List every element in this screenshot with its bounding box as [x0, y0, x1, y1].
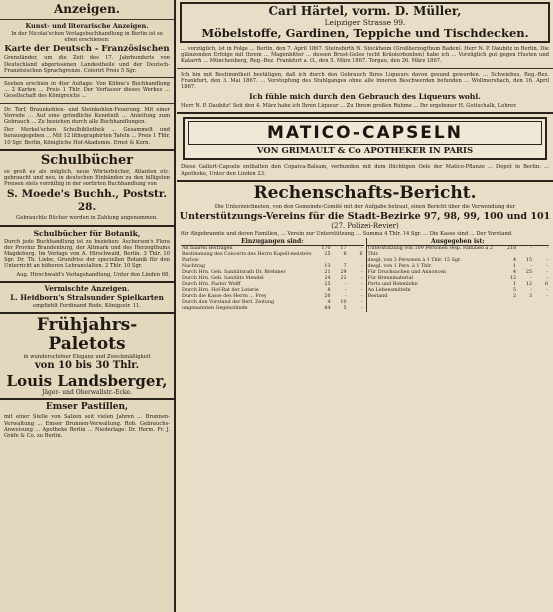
unterstuetzung-heading: Unterstützungs-Vereins für die Stadt-Bezirke 97, 98, 99, 100 und 101	[179, 211, 551, 223]
ausgabe-label: Bestand	[367, 294, 388, 300]
anzeigen-heading: Anzeigen.	[54, 2, 120, 16]
einnahme-amount: -	[360, 288, 363, 294]
matico-title: MATICO-CAPSELN	[188, 121, 542, 145]
heidborn-subtext: empfiehlt Ferdinand Rode, Königsstr. 11.	[33, 302, 141, 309]
ausgabe-row	[367, 294, 550, 300]
botanik-heading: Schulbücher für Botanik,	[33, 228, 141, 238]
liqueur-text: Ich bin mit Bestimmtheit bestätigen, daß ich durch den Gebrauch Ihres Liqueurs davon gesund geworden. ... Schwiebus, Reg.-Bez. Frankfurt, den 3. Mai 1867. ... Verstopfung des Stuhlganges ohne alle inneren Beschwerden befunden ... Wollmersbach, den 16. April 1867.	[181, 71, 549, 91]
hartel-advert	[180, 2, 550, 43]
merkel-text: Der Merkel'schen Schulbibliothek ... Gesammelt und herausgegeben ... Mit 12 lithographirten Tafeln ... Preis 1 Thlr. 10 Sgr. Berlin, Königliche Hof-Akademie. Ernst & Korn.	[4, 127, 170, 146]
rechenschaft-text: für Abgebrannte und deren Familien, ... Verein zur Unterstützung ... Summa 4 Thlr. 14 Sgr. ... Die Kasse sind ... Der Vorstand.	[181, 231, 513, 238]
einnahme-amount: 8	[343, 252, 347, 258]
einnahme-amount: -	[344, 282, 347, 288]
fruehjahrs-subtext: in wunderschöner Eleganz und Zweckmäßigkeit	[23, 354, 151, 361]
schulbuecher-heading: Schulbücher	[40, 152, 134, 168]
ausgabe-amount: -	[530, 276, 532, 282]
karte-title: Karte der Deutsch - Französischen	[4, 44, 170, 55]
ausgabe-amount: 2	[512, 294, 516, 300]
left-column	[0, 0, 176, 612]
ausgabe-amount: -	[530, 288, 532, 294]
ausgabe-amount: 218	[506, 246, 516, 252]
einnahme-amount: 22	[340, 276, 347, 282]
fruehjahrs-heading: Frühjahrs-Paletots	[36, 315, 138, 355]
einnahme-amount: 13	[324, 264, 331, 270]
landsberger-heading: Louis Landsberger,	[6, 372, 168, 391]
emser-heading: Emser Pastillen,	[45, 402, 129, 413]
certificates-text: ... vorzüglich, ist in Folge ... Berlin, den 7. April 1867. Steinsbirth N. Stockheim (Großherzogthum Baden). Herr N. P. Daubitz in Berlin. Die glänzenden Erfolge mit Ihrem ... Magenbitter ... dessen Brust-Gelee (echt Kräuterbonbon) habe ich ... Vorzüglich gut gegen Husten und Katarrh ... Münchenberg, Reg.-Bez. Frankfurt a. O., den 5. März 1867. Torgau, den 26. März 1867.	[181, 46, 549, 65]
einnahme-amount: 10	[340, 300, 347, 306]
landsberger-address: Jäger- und Oberwallstr.-Ecke.	[42, 389, 132, 397]
einnahme-amount: -	[360, 282, 363, 288]
einnahme-amount: 84	[324, 306, 331, 312]
einnahme-label: Bestimmung des Concerts des Herrn Kapell-meisters Parlow	[182, 252, 312, 264]
hartel-name: Carl Härtel, vorm. D. Müller,	[268, 4, 462, 18]
einnahme-label: ungenannten Gegenstände	[182, 306, 248, 312]
ausgabe-column	[366, 238, 550, 312]
einnahme-amount: 29	[340, 270, 347, 276]
einnahme-row	[181, 306, 364, 312]
einnahme-label: Durch Hrn. Pastor Wolff	[182, 282, 241, 288]
ausgabe-label: An Lebensmitteln	[367, 288, 411, 294]
ausgabe-amount: 1	[512, 264, 516, 270]
botanik-publisher: Aug. Hirschwald's Verlagshandlung, Unter den Linden 68.	[16, 271, 170, 278]
ausgabe-amount: -	[530, 246, 532, 252]
einnahme-amount: 21	[324, 270, 331, 276]
einnahme-amount: 170	[321, 246, 331, 252]
einnahme-amount: -	[360, 264, 363, 270]
einnahme-label: Nachtrag	[182, 264, 205, 270]
right-column	[177, 0, 553, 612]
rechenschaft-heading: Rechenschafts-Bericht.	[253, 182, 477, 203]
ausgabe-amount: 6	[544, 282, 548, 288]
ausgabe-amount: -	[546, 276, 548, 282]
moede-heading: S. Moede's Buchh., Poststr. 28.	[6, 188, 168, 214]
matico-text: Diese Gallert-Capseln enthalten den Copaiva-Balsam, verbunden mit dem flüchtigen Oele der Matico-Pflanze ... Depot in Berlin: ... Apotheke, Unter den Linden 23.	[181, 164, 549, 177]
einnahme-amount: 4	[327, 300, 331, 306]
einnahme-label: Durch die Kasse des Herrn ... Frey	[182, 294, 267, 300]
emser-text: mit einer Stelle von Salzen seit vielen Jahren ... Brunnen-Verwaltung ... Emser Brunnen-Verwaltung. Rob. Gebrauchs-Anweisung ... Apotheke Berlin ... Niederlage: Dr. Herm. Fr. J. Gräfe & Co. zu Berlin.	[4, 414, 170, 440]
ausgabe-label: Für Drucksachen und Annoncen	[367, 270, 447, 276]
botanik-text: Durch jede Buchhandlung ist zu beziehen: Ascherson's Flora der Provinz Brandenburg, der Altmark und des Herzogthums Magdeburg. Im Verlage von A. Hirschwald, Berlin. 3 Thlr. 10 Sgr. Dr. Th. Liebe, Grundriss der speciellen Botanik für den Unterricht an höheren Lehranstalten. 2 Thlr. 10 Sgr.	[4, 238, 170, 270]
einnahme-label: Durch Hrn. Geh. Sanitäts Mendel	[182, 276, 264, 282]
einnahme-amount: -	[344, 288, 347, 294]
ausgabe-amount: 3	[528, 294, 532, 300]
einnahme-label: An baaren Beiträgen	[182, 246, 233, 252]
moede-subtext: Gebrauchte Bücher werden in Zahlung angenommen.	[16, 215, 158, 222]
einnahme-label: Durch den Vorstand der Berl. Zeitung	[182, 300, 275, 306]
schulbuecher-text: so groß es als möglich, neue Wörterbücher, Atlanten etc. gebraucht und neu, in deutschen Einbänden zu den billigsten Preisen stets vorräthig in der sortirten Buchhandlung von	[4, 168, 170, 188]
ausgabe-amount: 1	[512, 282, 516, 288]
price-range: von 10 bis 30 Thlr.	[34, 360, 140, 372]
einnahme-table	[181, 246, 364, 312]
vermischte-heading: Vermischte Anzeigen.	[44, 283, 130, 293]
schriften-text: Dr. Torf, Braunkohlen- und Steinkohlen-Feuerung. Mit einer Vorrede ... Auf eine gründliche Kenntniß ... Anleitung zum Gebrauch ... Zu beziehen durch alle Buchhandlungen.	[4, 106, 170, 126]
ausgabe-amount: -	[530, 264, 532, 270]
einnahme-amount: 24	[324, 276, 331, 282]
ausgabe-row	[367, 246, 550, 258]
ausgabe-amount: 4	[512, 270, 516, 276]
matico-advert	[183, 117, 547, 160]
einnahme-amount: -	[360, 294, 363, 300]
ausgabe-amount: -	[546, 264, 548, 270]
kunst-text: In der Nicolai'schen Verlagsbuchhandlung in Berlin ist so eben erschienen:	[11, 31, 163, 44]
ausgabe-amount: -	[546, 246, 548, 252]
einnahme-column	[181, 238, 364, 312]
ausgabe-amount: 25	[525, 270, 532, 276]
einnahme-amount: -	[360, 246, 363, 252]
ausgabe-label: desgl. von 1 Pers. à 1 Thlr.	[367, 264, 433, 270]
ausgabe-amount: 12	[509, 276, 516, 282]
einnahme-amount: 25	[324, 252, 331, 258]
einnahme-amount: 5	[343, 306, 347, 312]
polizei-revier: (27. Polizei-Revier)	[331, 222, 399, 231]
grenzlaender-text: Grenzländer, um die Zeit des 17. Jahrhunderts von Deutschland abgerissenen Landestheile und der Deutsch-Französischen Sprachgrenze. Colorirt Preis 5 Sgr.	[4, 55, 170, 74]
daubitz-bold: Ich fühle mich durch den Gebrauch des Liqueurs wohl.	[249, 92, 481, 102]
ausgabe-table	[367, 246, 550, 300]
einnahme-amount: -	[360, 270, 363, 276]
ausgabe-amount: 15	[525, 258, 532, 264]
ausgabe-label: Für Brennmaterial	[367, 276, 413, 282]
ausgabe-amount: -	[546, 258, 548, 264]
ausgabe-amount: -	[546, 270, 548, 276]
kunst-heading: Kunst- und literarische Anzeigen.	[25, 22, 149, 30]
zeitschrift-text: Soeben erschien in 4ter Auflage: Von Kühne's Buchhandlung ... 2 Karten ... Preis 1 Thlr. Der Verfasser dieses Werkes ... Gesellschaft des Königreichs ...	[4, 81, 170, 100]
einnahme-amount: 8	[327, 288, 331, 294]
ausgabe-label: desgl. von 3 Personen à 1 Thlr. 15 Sgr.	[367, 258, 462, 264]
einnahme-amount: 17	[340, 246, 347, 252]
einnahme-amount: 25	[324, 282, 331, 288]
einnahme-amount: 6	[359, 252, 363, 258]
ausgabe-label: Porto und Botenlohn	[367, 282, 418, 288]
einnahme-amount: -	[344, 294, 347, 300]
ausgabe-label: Unterstützung von 109 Personen resp. Familien à 2 Thlr.	[367, 246, 493, 258]
ausgabe-amount: 12	[525, 282, 532, 288]
rechenschaft-subtext: Die Unterzeichneten, von den Gemeinde-Comité mit der Aufgabe betraut, einen Bericht über die Verwendung der	[214, 203, 516, 210]
ausgabe-amount: -	[546, 294, 548, 300]
einnahme-amount: -	[360, 300, 363, 306]
einnahme-label: Durch Hrn. Hof-Rat der Loterie	[182, 288, 259, 294]
ausgabe-amount: 5	[512, 288, 516, 294]
ausgabe-amount: 4	[512, 258, 516, 264]
einnahme-row	[181, 252, 364, 264]
ausgabe-heading: Ausgegeben ist:	[367, 238, 550, 246]
einnahme-amount: 26	[324, 294, 331, 300]
einnahme-amount: 7	[343, 264, 347, 270]
daubitz-text: Herr N. P. Daubitz! Seit den 4. März habe ich Ihren Liqueur ... Zu Ihrem großen Ruhme ... Ihr ergebener H. Gottschalk, Lehrer.	[181, 103, 517, 110]
hartel-address: Leipziger Strasse 99.	[324, 18, 406, 27]
ausgabe-amount: -	[546, 288, 548, 294]
accounts-table	[177, 238, 553, 312]
einnahme-label: Durch Hrn. Geh. Sanitätsrath Dr. Brehmer	[182, 270, 286, 276]
heidborn-heading: L. Heidborn's Stralsunder Spielkarten	[10, 292, 164, 302]
einnahme-amount: -	[360, 276, 363, 282]
einnahme-heading: Einzugangen sind:	[181, 238, 364, 246]
einnahme-amount: -	[360, 306, 363, 312]
hartel-goods: Möbelstoffe, Gardinen, Teppiche und Tischdecken.	[201, 26, 529, 40]
matico-subtitle: VON GRIMAULT & Co APOTHEKER IN PARIS	[256, 146, 474, 157]
